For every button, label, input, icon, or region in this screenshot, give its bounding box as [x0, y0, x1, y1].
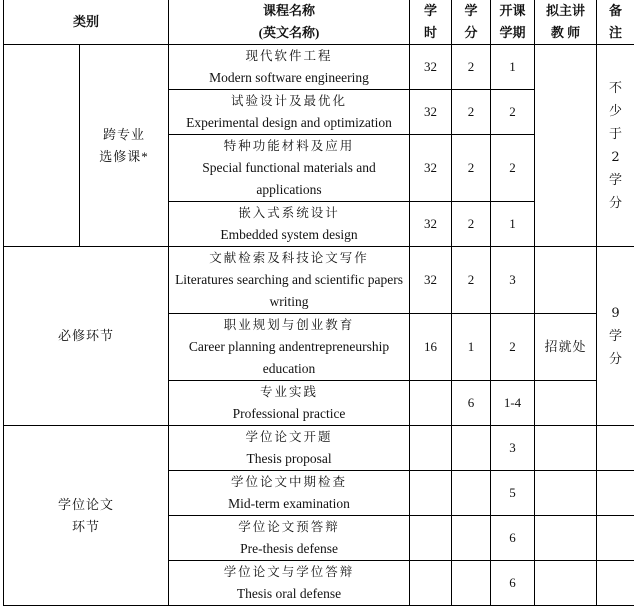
semester-cell: 1	[491, 45, 535, 90]
credits-header	[452, 0, 491, 45]
remark-char: 9	[609, 302, 622, 325]
remarks-text	[609, 302, 622, 371]
category-line: 学位论文	[4, 494, 168, 516]
course-name-cell	[169, 135, 410, 202]
course-name-cn: 学位论文中期检查	[169, 471, 409, 493]
instructor-cell	[535, 247, 597, 314]
course-name-header-en: (英文名称)	[169, 22, 409, 44]
remarks-cell	[597, 561, 634, 606]
table-row	[4, 45, 634, 90]
course-name-cell	[169, 202, 410, 247]
credits-header-line1: 学	[452, 0, 490, 22]
category-line: 选修课*	[80, 146, 168, 168]
hours-cell: 32	[410, 90, 452, 135]
remark-char: 不	[609, 77, 622, 100]
remark-char: 少	[609, 100, 622, 123]
hours-cell: 32	[410, 202, 452, 247]
remark-char: 学	[609, 169, 622, 192]
semester-cell: 6	[491, 561, 535, 606]
credits-cell	[452, 426, 491, 471]
hours-cell	[410, 471, 452, 516]
remark-char: 2	[609, 146, 622, 169]
course-name-cell	[169, 561, 410, 606]
credits-cell: 2	[452, 247, 491, 314]
course-name-header-cn: 课程名称	[169, 0, 409, 22]
remark-char: 学	[609, 325, 622, 348]
course-table	[3, 0, 634, 606]
remarks-header	[597, 0, 634, 45]
remarks-header-line2: 注	[597, 22, 634, 44]
instructor-cell: 招就处	[535, 314, 597, 381]
semester-cell: 2	[491, 135, 535, 202]
course-name-en: Experimental design and optimization	[169, 112, 409, 134]
semester-header-line2: 学期	[491, 22, 534, 44]
instructor-cell	[535, 426, 597, 471]
semester-cell: 5	[491, 471, 535, 516]
course-name-en: Special functional materials and	[169, 157, 409, 179]
semester-cell: 2	[491, 90, 535, 135]
category-required	[4, 247, 169, 426]
instructor-header-line2: 教 师	[535, 22, 596, 44]
remarks-cell	[597, 426, 634, 471]
remarks-cell-group1	[597, 45, 634, 247]
hours-cell: 32	[410, 45, 452, 90]
semester-header-line1: 开课	[491, 0, 534, 22]
category-header: 类别	[4, 0, 169, 45]
credits-cell: 2	[452, 90, 491, 135]
category-cross-major-elective	[80, 45, 169, 247]
instructor-cell	[535, 516, 597, 561]
course-name-cell	[169, 381, 410, 426]
semester-cell: 3	[491, 247, 535, 314]
credits-header-line2: 分	[452, 22, 490, 44]
credits-cell: 2	[452, 202, 491, 247]
course-name-en: Embedded system design	[169, 224, 409, 246]
hours-cell	[410, 561, 452, 606]
course-name-cn: 学位论文与学位答辩	[169, 561, 409, 583]
remark-char: 于	[609, 123, 622, 146]
course-name-en: Career planning andentrepreneurship education	[169, 336, 409, 380]
credits-cell	[452, 561, 491, 606]
course-name-en: Pre-thesis defense	[169, 538, 409, 560]
course-name-cn: 特种功能材料及应用	[169, 135, 409, 157]
course-name-en: Literatures searching and scientific papers writing	[169, 269, 409, 313]
semester-cell: 6	[491, 516, 535, 561]
category-thesis	[4, 426, 169, 606]
hours-header-line2: 时	[410, 22, 451, 44]
instructor-header-line1: 拟主讲	[535, 0, 596, 22]
credits-cell: 2	[452, 45, 491, 90]
table-row	[4, 426, 634, 471]
course-name-cn: 试验设计及最优化	[169, 90, 409, 112]
instructor-cell	[535, 561, 597, 606]
instructor-cell	[535, 45, 597, 247]
remarks-cell	[597, 516, 634, 561]
instructor-cell	[535, 381, 597, 426]
semester-cell: 2	[491, 314, 535, 381]
course-name-en: Mid-term examination	[169, 493, 409, 515]
course-name-cell	[169, 247, 410, 314]
category-line: 环节	[4, 516, 168, 538]
category-spacer	[4, 45, 80, 247]
course-name-cn: 专业实践	[169, 381, 409, 403]
course-name-cell	[169, 516, 410, 561]
course-name-en: Thesis proposal	[169, 448, 409, 470]
credits-cell	[452, 516, 491, 561]
remarks-cell	[597, 471, 634, 516]
hours-cell: 32	[410, 135, 452, 202]
course-name-cn: 现代软件工程	[169, 45, 409, 67]
instructor-cell	[535, 471, 597, 516]
course-name-cn: 文献检索及科技论文写作	[169, 247, 409, 269]
remark-char: 分	[609, 348, 622, 371]
semester-header	[491, 0, 535, 45]
remarks-text	[609, 77, 622, 215]
course-name-en: Thesis oral defense	[169, 583, 409, 605]
credits-cell	[452, 471, 491, 516]
category-line: 必修环节	[4, 325, 168, 347]
hours-cell: 16	[410, 314, 452, 381]
course-name-cn: 学位论文预答辩	[169, 516, 409, 538]
course-name-en: Professional practice	[169, 403, 409, 425]
semester-cell: 1-4	[491, 381, 535, 426]
course-name-cn: 学位论文开题	[169, 426, 409, 448]
credits-cell: 1	[452, 314, 491, 381]
instructor-header	[535, 0, 597, 45]
table-row	[4, 247, 634, 314]
hours-cell: 32	[410, 247, 452, 314]
course-name-cell	[169, 426, 410, 471]
remarks-header-line1: 备	[597, 0, 634, 22]
course-name-cell	[169, 90, 410, 135]
remarks-cell-group2	[597, 247, 634, 426]
hours-header	[410, 0, 452, 45]
header-row	[4, 0, 634, 45]
hours-cell	[410, 516, 452, 561]
credits-cell: 6	[452, 381, 491, 426]
course-name-cell	[169, 314, 410, 381]
course-name-cell	[169, 471, 410, 516]
hours-cell	[410, 381, 452, 426]
category-line: 跨专业	[80, 124, 168, 146]
remark-char: 分	[609, 192, 622, 215]
hours-cell	[410, 426, 452, 471]
course-name-cell	[169, 45, 410, 90]
semester-cell: 1	[491, 202, 535, 247]
credits-cell: 2	[452, 135, 491, 202]
semester-cell: 3	[491, 426, 535, 471]
course-name-cn: 嵌入式系统设计	[169, 202, 409, 224]
course-name-cn: 职业规划与创业教育	[169, 314, 409, 336]
course-name-en-cont: applications	[169, 179, 409, 201]
course-name-header	[169, 0, 410, 45]
course-name-en: Modern software engineering	[169, 67, 409, 89]
hours-header-line1: 学	[410, 0, 451, 22]
